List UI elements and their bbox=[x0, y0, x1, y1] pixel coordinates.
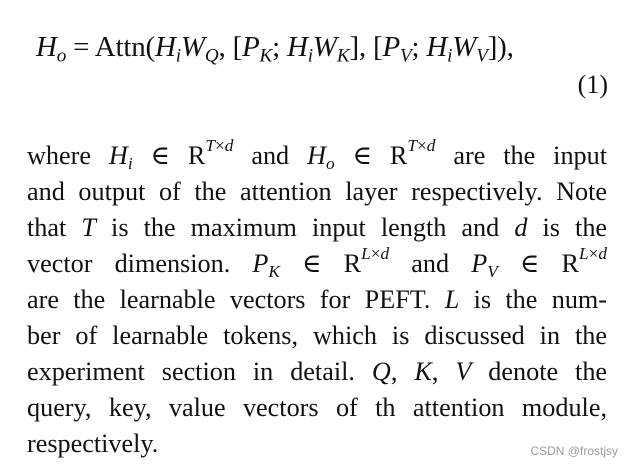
paragraph-line-8: query, key, value vectors of th attention module, bbox=[27, 393, 607, 422]
paragraph-line-5: are the learnable vectors for PEFT. L is the num- bbox=[27, 285, 608, 314]
paragraph-line-9: respectively. bbox=[27, 429, 159, 458]
watermark: CSDN @frostjsy bbox=[530, 444, 618, 458]
paragraph-line-7: experiment section in detail. Q, K, V denote the bbox=[27, 357, 608, 386]
paragraph-line-2: and output of the attention layer respectively. Note bbox=[27, 177, 607, 206]
paragraph-line-1: where $H_i$ ∈ $R^{T\times d}$ and $H_o$ ∈ $R^{T\times d}$ are the input bbox=[27, 136, 608, 174]
paragraph-line-4: vector dimension. $P_K$ ∈ $R^{L\times d}$ and $P_V$ ∈ $R^{L\times d}$ bbox=[27, 244, 607, 282]
equation-number: (1) bbox=[577, 70, 608, 99]
paragraph-line-6: ber of learnable tokens, which is discussed in the bbox=[27, 321, 607, 350]
attention-equation: $H_o$ = $Attn(H_iW_Q$, [$P_K$; $H_iW_K$], [$P_V$; $H_iW_V$]), bbox=[36, 31, 514, 67]
body-paragraph bbox=[27, 138, 607, 462]
paragraph-line-3: that T is the maximum input length and d is the bbox=[27, 213, 608, 242]
